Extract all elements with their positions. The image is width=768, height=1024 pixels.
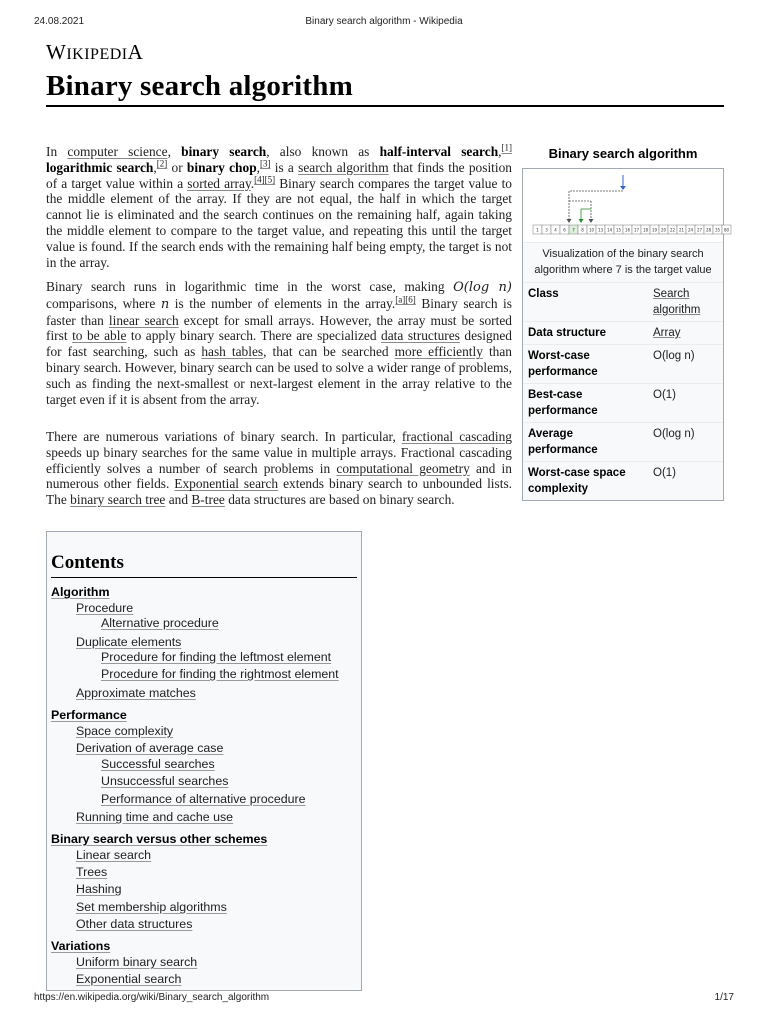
link-computer-science[interactable]: computer science — [67, 144, 168, 159]
link-search-algorithm[interactable]: search algorithm — [298, 159, 389, 175]
print-date: 24.08.2021 — [34, 16, 85, 27]
array-cell-value: 4 — [554, 227, 557, 233]
infobox-row-label: Best-case performance — [523, 384, 648, 423]
toc-heading: Contents — [51, 552, 124, 573]
wordmark-rest: IKIPEDI — [66, 46, 128, 63]
array-cell — [623, 225, 632, 234]
print-url: https://en.wikipedia.org/wiki/Binary_search_algorithm — [34, 992, 270, 1003]
infobox-row — [523, 345, 723, 384]
toc-item[interactable]: Procedure — [76, 601, 134, 615]
array-cell-value: 7 — [572, 227, 575, 233]
intro-paragraph-1: In computer science, binary search, also known as half-interval search,[1] logarithmic search,[2] or binary chop,[3] is a search algorithm that finds the position of a target value within a sorted array.[4][5] Binary search compares the target value to the middle element of the array. If they are not equal, the half in which the target cannot lie is eliminated and the search continues on the remaining half, again taking the middle element to compare to the target value, and repeating this until the target value is found. If the search ends with the remaining half being empty, the target is not in the array. — [46, 142, 513, 270]
array-cell-value: 6 — [563, 227, 566, 233]
math-o-log-n: O(log n) — [453, 280, 512, 295]
toc-item[interactable]: Exponential search — [76, 972, 182, 986]
toc-item[interactable]: Alternative procedure — [101, 616, 219, 630]
toc-item[interactable]: Derivation of average case — [76, 741, 224, 755]
infobox-row-value: O(log n) — [648, 423, 723, 462]
infobox-table — [523, 282, 723, 500]
print-footer — [34, 992, 734, 1006]
link-exponential-search[interactable]: Exponential search — [174, 476, 279, 492]
link-to-be-able[interactable]: to be able — [72, 328, 127, 344]
infobox-row-value[interactable]: Search algorithm — [648, 283, 723, 322]
visualization-array — [533, 225, 731, 234]
array-cell — [605, 225, 614, 234]
array-cell — [686, 225, 695, 234]
infobox-frame — [522, 168, 730, 501]
array-cell-value: 20 — [660, 227, 667, 233]
array-cell-value: 14 — [606, 227, 613, 233]
array-cell-value: 16 — [624, 227, 631, 233]
wordmark-last: A — [127, 40, 144, 64]
infobox-row-label: Average performance — [523, 423, 648, 462]
array-cell-value: 35 — [714, 227, 721, 233]
array-cell — [704, 225, 713, 234]
title-divider — [46, 105, 724, 107]
array-cell-value: 15 — [615, 227, 622, 233]
print-doc-title: Binary search algorithm - Wikipedia — [305, 16, 463, 27]
note-a[interactable]: [a] — [395, 294, 406, 305]
link-more-efficiently[interactable]: more efficiently — [394, 344, 483, 360]
toc-item[interactable]: Set membership algorithms — [76, 900, 227, 914]
print-page-number: 1/17 — [714, 992, 734, 1003]
array-cell-value: 22 — [669, 227, 676, 233]
infobox-row — [523, 462, 723, 501]
array-cell — [542, 225, 551, 234]
toc-item[interactable]: Trees — [76, 865, 108, 879]
array-cell-value: 27 — [696, 227, 703, 233]
link-sorted-array[interactable]: sorted array — [187, 175, 251, 191]
infobox-row-label: Worst-case performance — [523, 345, 648, 384]
wordmark-first: W — [46, 40, 67, 64]
toc-item[interactable]: Space complexity — [76, 724, 174, 738]
array-cell — [677, 225, 686, 234]
citation-5[interactable]: [5] — [264, 174, 276, 185]
toc-item[interactable]: Linear search — [76, 848, 152, 862]
array-cell — [533, 225, 542, 234]
infobox-row — [523, 283, 723, 322]
array-cell — [578, 225, 587, 234]
array-cell-value: 28 — [705, 227, 712, 233]
array-cell-value: 24 — [687, 227, 694, 233]
infobox-row-value: O(1) — [648, 462, 723, 501]
toc-divider — [51, 577, 357, 578]
citation-1[interactable]: [1] — [501, 142, 513, 153]
infobox-row-value[interactable]: Array — [648, 322, 723, 345]
toc-item[interactable]: Successful searches — [101, 757, 215, 771]
array-cell-value: 19 — [651, 227, 658, 233]
link-b-tree[interactable]: B-tree — [191, 492, 225, 508]
array-cell — [641, 225, 650, 234]
toc-item[interactable]: Performance of alternative procedure — [101, 792, 306, 806]
infobox-row — [523, 423, 723, 462]
toc-item[interactable]: Unsuccessful searches — [101, 774, 229, 788]
infobox-row-label: Worst-case space complexity — [523, 462, 648, 501]
link-data-structures[interactable]: data structures — [381, 328, 460, 344]
toc-item[interactable]: Other data structures — [76, 917, 193, 931]
citation-2[interactable]: [2] — [156, 158, 168, 169]
array-cell-value: 8 — [581, 227, 584, 233]
array-cell — [695, 225, 704, 234]
citation-6[interactable]: [6] — [405, 294, 416, 305]
toc-item[interactable]: Hashing — [76, 882, 122, 896]
link-fractional-cascading[interactable]: fractional cascading — [401, 429, 512, 444]
citation-3[interactable]: [3] — [260, 158, 271, 169]
link-linear-search[interactable]: linear search — [108, 312, 179, 328]
toc-item[interactable]: Procedure for finding the leftmost element — [101, 650, 332, 664]
array-cell — [659, 225, 668, 234]
link-hash-tables[interactable]: hash tables — [201, 344, 264, 360]
infobox-row-label: Class — [523, 283, 648, 322]
infobox-row — [523, 322, 723, 345]
toc-item[interactable]: Approximate matches — [76, 686, 196, 700]
table-of-contents — [46, 531, 362, 991]
array-cell — [722, 225, 731, 234]
infobox-row-label: Data structure — [523, 322, 648, 345]
toc-item[interactable]: Performance — [51, 708, 127, 722]
link-computational-geometry[interactable]: computational geometry — [336, 460, 470, 476]
array-cell-value: 18 — [642, 227, 649, 233]
array-cell-value: 17 — [633, 227, 640, 233]
array-cell-value: 80 — [723, 227, 730, 233]
array-cell — [614, 225, 623, 234]
infobox-caption: Visualization of the binary search algorithm where 7 is the target value — [523, 243, 723, 282]
infobox-row — [523, 384, 723, 423]
visualization-arrows — [567, 175, 627, 223]
array-cell — [569, 225, 578, 234]
toc-item[interactable]: Algorithm — [51, 585, 110, 599]
toc-item[interactable]: Variations — [51, 939, 111, 953]
toc-item[interactable]: Uniform binary search — [76, 955, 198, 969]
array-cell — [587, 225, 596, 234]
array-cell — [650, 225, 659, 234]
infobox-title: Binary search algorithm — [548, 146, 698, 161]
array-cell-value: 3 — [545, 227, 548, 233]
infobox-row-value: O(log n) — [648, 345, 723, 384]
intro-paragraph-2: Binary search runs in logarithmic time in the worst case, making O(log n) comparisons, where n is the number of elements in the array.[a][6] Binary search is faster than linear search except for small arrays. However, the array must be sorted first to be able to apply binary search. There are specialized data structures designed for fast searching, such as hash tables, that can be searched more efficiently than binary search. However, binary search can be used to solve a wider range of problems, such as finding the next-smallest or next-largest element in the array relative to the target even if it is absent from the array. — [46, 279, 512, 407]
infobox-row-value: O(1) — [648, 384, 723, 423]
visualization-svg — [523, 169, 730, 243]
array-cell — [551, 225, 560, 234]
wikipedia-wordmark[interactable] — [46, 40, 143, 65]
toc-item[interactable]: Duplicate elements — [76, 635, 182, 649]
array-cell — [596, 225, 605, 234]
print-header — [34, 16, 734, 30]
array-cell — [713, 225, 722, 234]
page-title: Binary search algorithm — [46, 70, 353, 102]
array-cell-value: 13 — [597, 227, 604, 233]
array-cell — [632, 225, 641, 234]
intro-paragraph-3: There are numerous variations of binary search. In particular, fractional cascading speeds up binary searches for the same value in multiple arrays. Fractional cascading efficiently solves a number of search problems in computational geometry and in numerous other fields. Exponential search extends binary search to unbounded lists. The binary search tree and B-tree data structures are based on binary search. — [46, 429, 513, 508]
infobox — [522, 146, 730, 501]
binary-search-visualization[interactable] — [523, 169, 730, 243]
array-cell-value: 21 — [678, 227, 685, 233]
toc-item[interactable]: Procedure for finding the rightmost element — [101, 667, 339, 681]
array-cell-value: 10 — [588, 227, 595, 233]
array-cell-value: 1 — [536, 227, 539, 233]
citation-4[interactable]: [4] — [254, 174, 265, 185]
link-binary-search-tree[interactable]: binary search tree — [70, 492, 166, 508]
toc-item[interactable]: Running time and cache use — [76, 810, 234, 824]
toc-item[interactable]: Binary search versus other schemes — [51, 832, 268, 846]
math-n: n — [160, 296, 170, 312]
array-cell — [668, 225, 677, 234]
array-cell — [560, 225, 569, 234]
